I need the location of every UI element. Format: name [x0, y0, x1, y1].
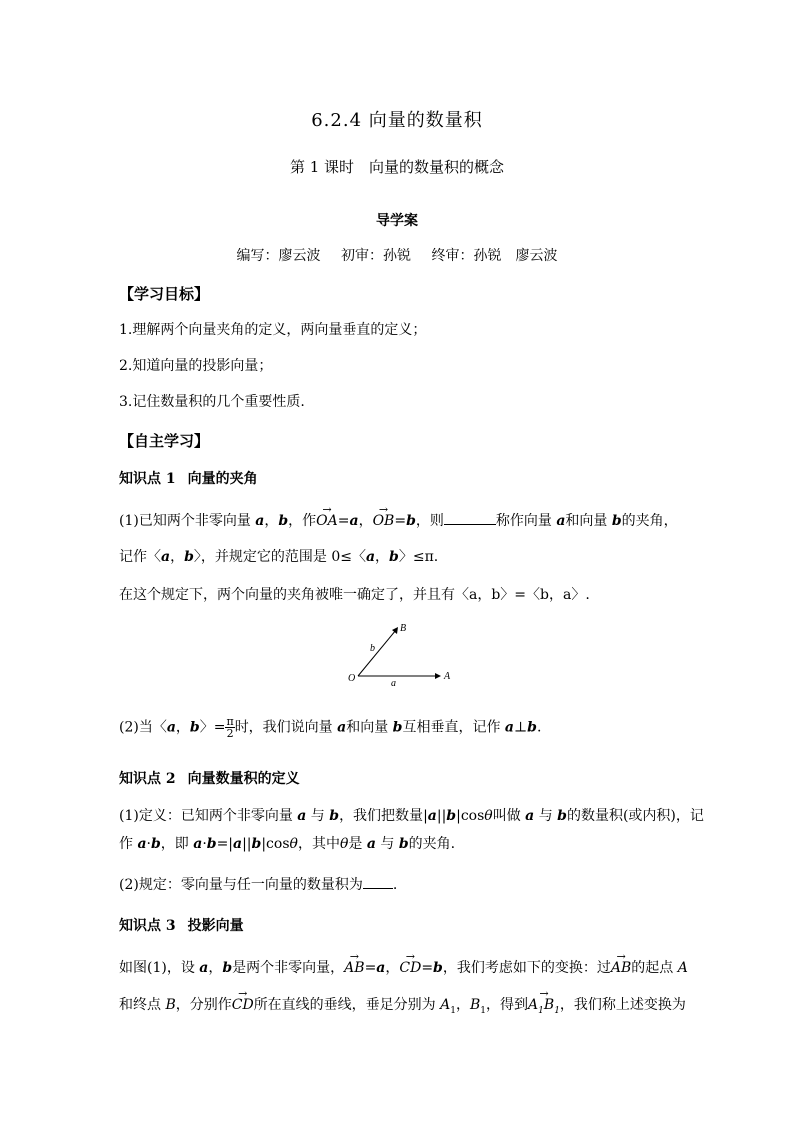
answer-blank[interactable] [444, 510, 496, 525]
kp1-paragraph-1: (1)已知两个非零向量 a，b，作→ OA=a，→ OB=b，则 称作向量 a和向量 b的夹角， [119, 510, 678, 530]
kp1-label: 知识点 1 [119, 471, 176, 487]
kp1-paragraph-4: (2)当〈a，b〉= $\frac{\pi}{2}$ 时，我们说向量 a和向量 b互相垂直，记作 a⊥b. [119, 715, 542, 740]
kp2-paragraph-3: (2)规定：零向量与任一向量的数量积为 . [119, 874, 397, 894]
page-title: 6.2.4 向量的数量积 [311, 110, 483, 131]
kp2-paragraph-2: 作 a·b，即 a·b=|a||b|cosθ，其中θ是 a 与 b的夹角. [119, 836, 456, 852]
kp3-paragraph-2: 和终点 B，分别作→ CD所在直线的垂线，垂足分别为 $A_1$，$B_1$，得到→ $A_1B_1$，我们称上述变换为 [119, 994, 686, 1016]
kp3-label: 知识点 3 [119, 918, 176, 934]
kp1-heading [119, 468, 258, 488]
objectives-heading: 【学习目标】 [119, 285, 210, 303]
kp1-paragraph-2: 记作〈a，b〉，并规定它的范围是 0≤〈a，b〉≤π. [119, 549, 439, 565]
point-O-label: O [348, 673, 356, 684]
objective-item: 3.记住数量积的几个重要性质. [119, 394, 305, 410]
kp2-paragraph-1: (1)定义：已知两个非零向量 a 与 b，我们把数量|a||b|cosθ叫做 a 与 b的数量积(或内积)，记 [119, 808, 704, 824]
objective-item: 1.理解两个向量夹角的定义，两向量垂直的定义； [119, 322, 427, 338]
vector-b-line [358, 630, 396, 676]
kp3-heading [119, 915, 244, 935]
objective-item: 2.知道向量的投影向量； [119, 358, 273, 374]
kp2-title: 向量数量积的定义 [187, 771, 300, 787]
vector-b-label: b [370, 643, 375, 654]
lesson-subtitle: 第 1 课时 向量的数量积的概念 [289, 158, 505, 176]
vector-a-label: a [391, 678, 396, 689]
point-A-label: A [444, 671, 451, 682]
kp3-paragraph-1: 如图(1)，设 a，b是两个非零向量，→ AB=a，→ CD=b，我们考虑如下的变换：过→ AB的起点 A [119, 957, 688, 977]
angle-figure [340, 618, 460, 690]
author-writer: 编写：廖云波 [236, 248, 321, 264]
kp3-title: 投影向量 [187, 918, 244, 934]
point-B-label: B [400, 623, 407, 634]
arrowhead-icon [392, 627, 398, 634]
pi-over-two: $\frac{\pi}{2}$ [226, 715, 234, 740]
answer-blank[interactable] [363, 874, 393, 889]
authors-line [0, 245, 794, 265]
self-study-heading: 【自主学习】 [119, 432, 210, 450]
author-first-review: 初审：孙锐 [341, 248, 411, 264]
kp2-heading [119, 768, 300, 788]
kp2-label: 知识点 2 [119, 771, 176, 787]
doc-type-label: 导学案 [376, 213, 418, 229]
kp1-paragraph-3: 在这个规定下，两个向量的夹角被唯一确定了，并且有〈a，b〉=〈b，a〉. [119, 587, 590, 603]
author-final-review: 终审：孙锐 廖云波 [431, 248, 558, 264]
arrowhead-icon [435, 673, 441, 679]
kp1-title: 向量的夹角 [187, 471, 258, 487]
